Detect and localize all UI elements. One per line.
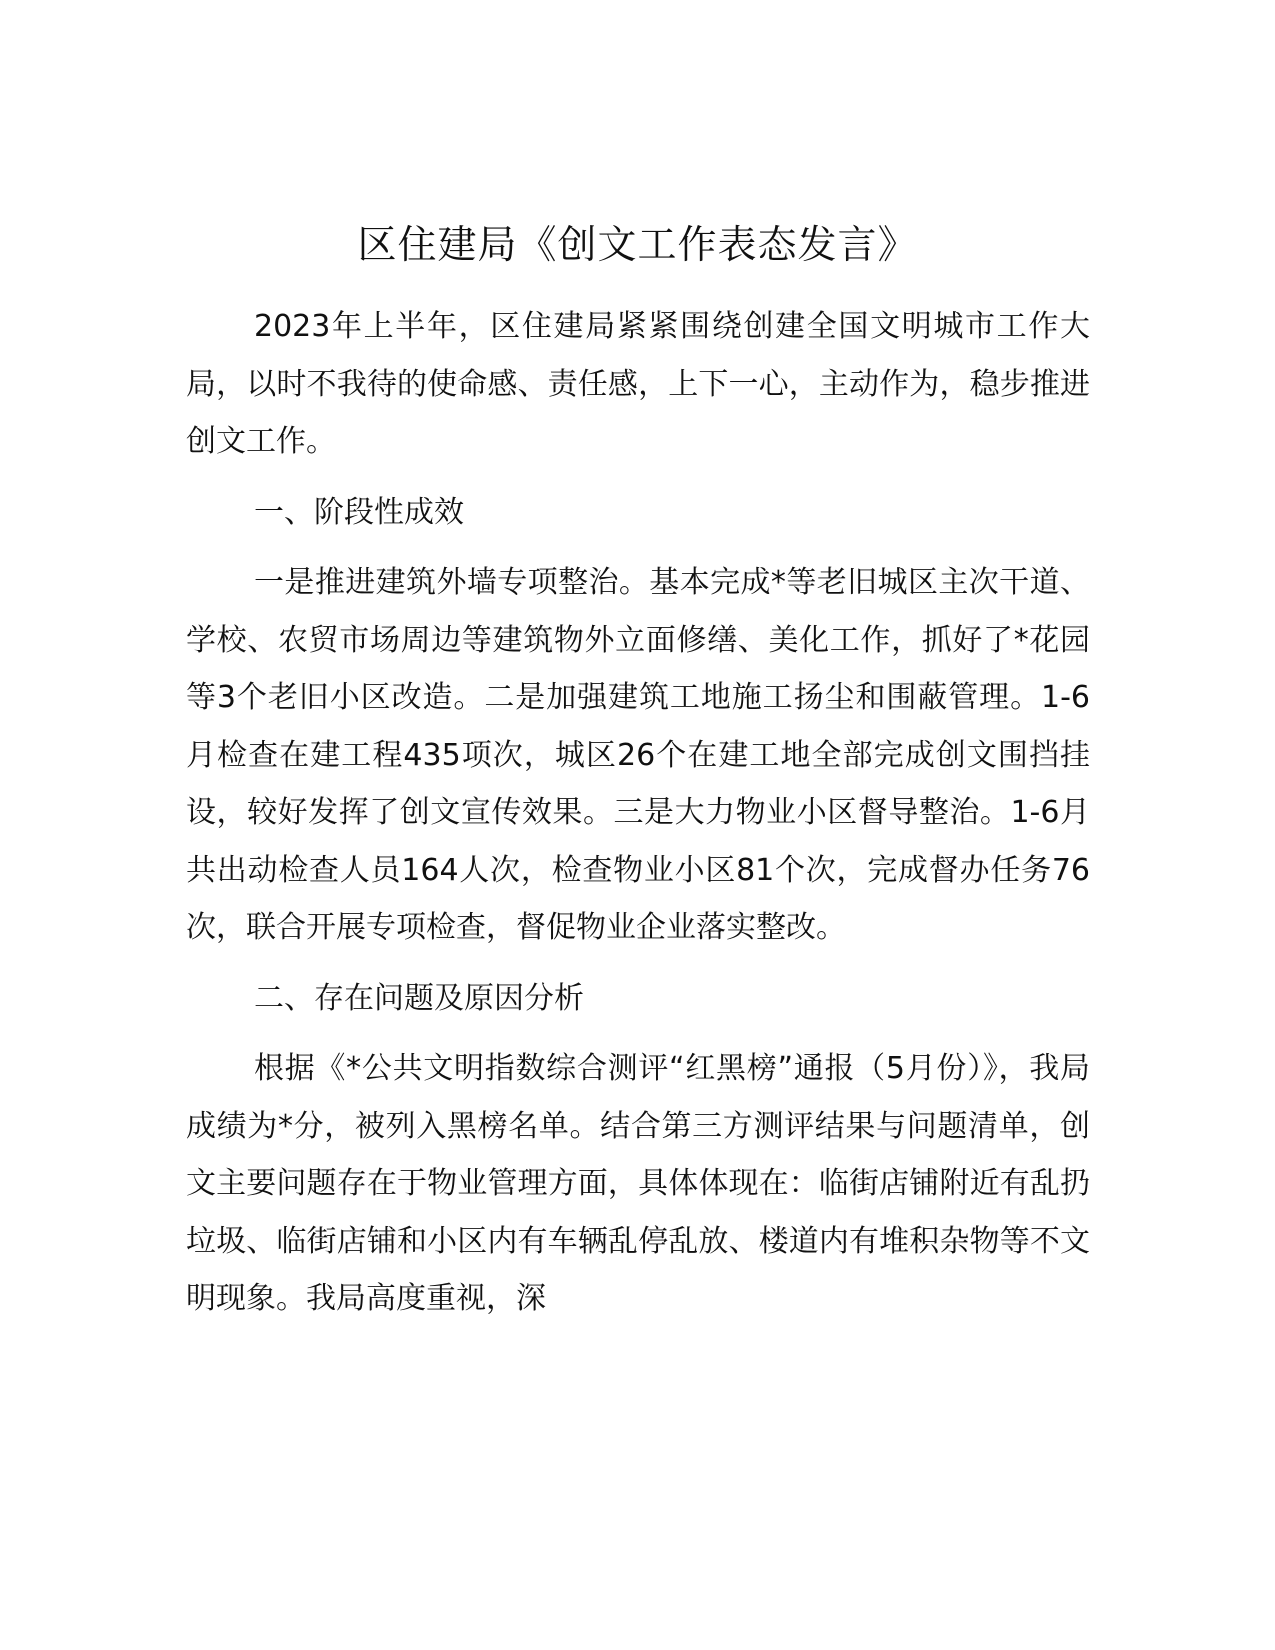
intro-paragraph: 2023年上半年，区住建局紧紧围绕创建全国文明城市工作大局，以时不我待的使命感、责任感，上下一心，主动作为，稳步推进创文工作。 bbox=[186, 309, 1090, 459]
problems-paragraph: 根据《*公共文明指数综合测评“红黑榜”通报（5月份）》，我局成绩为*分，被列入黑榜名单。结合第三方测评结果与问题清单，创文主要问题存在于物业管理方面，具体体现在：临街店铺附近有乱扔垃圾、临街店铺和小区内有车辆乱停乱放、楼道内有堆积杂物等不文明现象。我局高度重视，深 bbox=[186, 1051, 1090, 1316]
document-body bbox=[186, 298, 1090, 1341]
achievements-paragraph: 一是推进建筑外墙专项整治。基本完成*等老旧城区主次干道、学校、农贸市场周边等建筑物外立面修缮、美化工作，抓好了*花园等3个老旧小区改造。二是加强建筑工地施工扬尘和围蔽管理。1-6月检查在建工程435项次，城区26个在建工地全部完成创文围挡挂设，较好发挥了创文宣传效果。三是大力物业小区督导整治。1-6月共出动检查人员164人次，检查物业小区81个次，完成督办任务76次，联合开展专项检查，督促物业企业落实整改。 bbox=[186, 565, 1090, 945]
section-heading-problems: 二、存在问题及原因分析 bbox=[254, 980, 584, 1016]
section-heading-achievements: 一、阶段性成效 bbox=[254, 494, 464, 530]
document-title: 区住建局《创文工作表态发言》 bbox=[357, 223, 918, 268]
